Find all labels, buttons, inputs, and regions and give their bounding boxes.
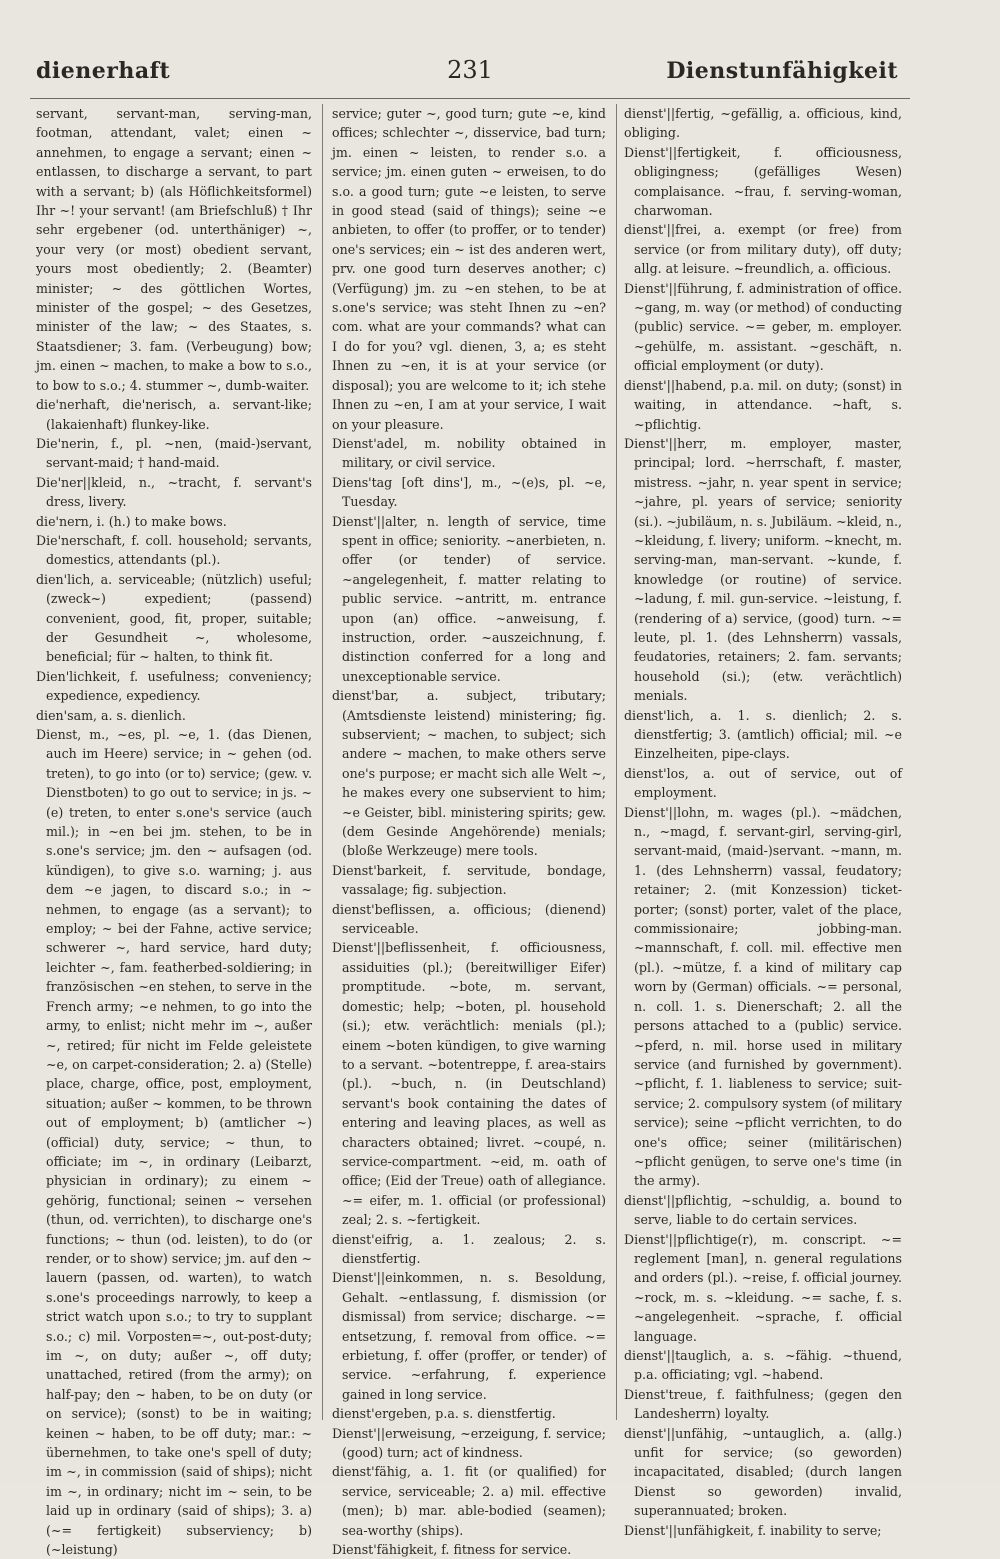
- dictionary-entry: Dien'lichkeit, f. usefulness; conveniency; expedience, expediency.: [36, 668, 312, 704]
- dictionary-entry: dienst'||pflichtig, ~schuldig, a. bound to serve, liable to do certain services.: [624, 1192, 902, 1228]
- dictionary-entry: Die'ner||kleid, n., ~tracht, f. servant's dress, livery.: [36, 474, 312, 510]
- dictionary-entry: dienst'||frei, a. exempt (or free) from service (or from military duty), off duty; allg. at leisure. ~freundlich, a. officious.: [624, 222, 902, 277]
- dictionary-entry: Dienst'||lohn, m. wages (pl.). ~mädchen, n., ~magd, f. servant-girl, serving-girl, servant-maid, (maid-)servant. ~mann, m. 1. (des Lehnsherrn) vassal, feudatory; retainer; 2. (mit Konzession) ticket-porter; (sonst) porter, valet of the place, commissionaire; jobbing-man. ~mannschaft, f. coll. mil. effective men (pl.). ~mütze, f. a kind of military cap worn by (German) officials. ~= personal, n. coll. 1. s. Dienerschaft; 2. all the persons attached to a (public) service. ~pferd, n. mil. horse used in military service (and furnished by government). ~pflicht, f. 1. liableness to service; suit-service; 2. compulsory system (of military service); seine ~pflicht verrichten, to do one's office; seiner (militärischen) ~pflicht genügen, to serve one's time (in the army).: [624, 804, 902, 1189]
- dictionary-entry: Die'nerin, f., pl. ~nen, (maid-)servant, servant-maid; † hand-maid.: [36, 435, 312, 471]
- dictionary-entry: Diens'tag [oft dins'], m., ~(e)s, pl. ~e, Tuesday.: [332, 474, 606, 510]
- dictionary-entry: service; guter ~, good turn; gute ~e, kind offices; schlechter ~, disservice, bad turn; jm. einen ~ leisten, to render s.o. a service; jm. einen guten ~ erweisen, to do s.o. a good turn; gute ~e leisten, to serve in good stead (said of things); seine ~e anbieten, to offer (to proffer, or to tender) one's services; ein ~ ist des anderen wert, prv. one good turn deserves another; c) (Verfügung) jm. zu ~en stehen, to be at s.one's service; was steht Ihnen zu ~en? com. what are your commands? what can I do for you? vgl. dienen, 3, a; es steht Ihnen zu ~en, it is at your service (or disposal); you are welcome to it; ich stehe Ihnen zu ~en, I am at your service, I wait on your pleasure.: [332, 106, 606, 432]
- dictionary-entry: Dienst'||fertigkeit, f. officiousness, obligingness; (gefälliges Wesen) complaisance. ~frau, f. serving-woman, charwoman.: [624, 144, 902, 219]
- column-divider: [616, 104, 617, 1420]
- header-rule: [30, 98, 910, 99]
- dictionary-entry: dienst'eifrig, a. 1. zealous; 2. s. dienstfertig.: [332, 1231, 606, 1266]
- dictionary-entry: Dienst'||beflissenheit, f. officiousness, assiduities (pl.); (bereitwilliger Eifer) promptitude. ~bote, m. servant, domestic; help; ~boten, pl. household (si.); etw. verächtlich: menials (pl.); einem ~boten kündigen, to give warning to a servant. ~botentreppe, f. area-stairs (pl.). ~buch, n. (in Deutschland) servant's book containing the dates of entering and leaving places, as well as characters obtained; livret. ~coupé, n. service-compartment. ~eid, m. oath of office; (Eid der Treue) oath of allegiance. ~= eifer, m. 1. official (or professional) zeal; 2. s. ~fertigkeit.: [332, 940, 606, 1228]
- column-left: [36, 104, 312, 1558]
- dictionary-entry: servant, servant-man, serving-man, footman, attendant, valet; einen ~ annehmen, to engage a servant; einen ~ entlassen, to discharge a servant, to part with a servant; b) (als Höflichkeitsformel) Ihr ~! your servant! (am Briefschluß) † Ihr sehr ergebener (od. unterthäniger) ~, your very (or most) obedient servant, yours most obediently; 2. (Beamter) minister; ~ des göttlichen Wortes, minister of the gospel; ~ des Gesetzes, minister of the law; ~ des Staates, s. Staatsdiener; 3. fam. (Verbeugung) bow; jm. einen ~ machen, to make a bow to s.o., to bow to s.o.; 4. stummer ~, dumb-waiter.: [36, 106, 312, 393]
- column-right: [624, 104, 902, 1538]
- dictionary-entry: dien'lich, a. serviceable; (nützlich) useful; (zweck~) expedient; (passend) convenient, good, fit, proper, suitable; der Gesundheit ~, wholesome, beneficial; für ~ halten, to think fit.: [36, 571, 312, 665]
- dictionary-entry: dienst'lich, a. 1. s. dienlich; 2. s. dienstfertig; 3. (amtlich) official; mil. ~e Einzelheiten, pipe-clays.: [624, 707, 902, 762]
- dictionary-entry: Dienst'fähigkeit, f. fitness for service.: [332, 1542, 572, 1558]
- dictionary-entry: dienst'beflissen, a. officious; (dienend) serviceable.: [332, 901, 606, 937]
- header-right-guide-word: Dienstunfähigkeit: [666, 58, 898, 84]
- dictionary-entry: dien'sam, a. s. dienlich.: [36, 707, 186, 723]
- dictionary-entry: dienst'||habend, p.a. mil. on duty; (sonst) in waiting, in attendance. ~haft, s. ~pflichtig.: [624, 377, 902, 432]
- dictionary-entry: dienst'bar, a. subject, tributary; (Amtsdienste leistend) ministering; fig. subservient; ~ machen, to subject; sich andere ~ machen, to make others serve one's purpose; er macht sich alle Welt ~, he makes every one subservient to him; ~e Geister, bibl. ministering spirits; gew. (dem Gesinde Angehörende) menials; (bloße Werkzeuge) mere tools.: [332, 688, 606, 859]
- dictionary-entry: Dienst'||unfähigkeit, f. inability to serve;: [624, 1522, 882, 1538]
- dictionary-entry: Dienst'||führung, f. administration of office. ~gang, m. way (or method) of conducting (public) service. ~= geber, m. employer. ~gehülfe, m. assistant. ~geschäft, n. official employment (or duty).: [624, 280, 902, 374]
- dictionary-entry: Dienst'adel, m. nobility obtained in military, or civil service.: [332, 435, 606, 471]
- dictionary-entry: Dienst'||herr, m. employer, master, principal; lord. ~herrschaft, f. master, mistress. ~jahr, n. year spent in service; ~jahre, pl. years of service; seniority (si.). ~jubiläum, n. s. Jubiläum. ~kleid, n., ~kleidung, f. livery; uniform. ~knecht, m. serving-man, man-servant. ~kunde, f. knowledge (or routine) of service. ~ladung, f. mil. gun-service. ~leistung, f. (rendering of a) service, (good) turn. ~= leute, pl. 1. (des Lehnsherrn) vassals, feudatories, retainers; 2. fam. servants; household (si.); (etw. verächtlich) menials.: [624, 435, 902, 704]
- dictionary-entry: Dienst, m., ~es, pl. ~e, 1. (das Dienen, auch im Heere) service; in ~ gehen (od. treten), to go into (or to) service; (gew. v. Dienstboten) to go out to service; in js. ~(e) treten, to enter s.one's service (auch mil.); in ~en bei jm. stehen, to be in s.one's service; jm. den ~ aufsagen (od. kündigen), to give s.o. warning; j. aus dem ~e jagen, to discard s.o.; in ~ nehmen, to engage (as a servant); to employ; ~ bei der Fahne, active service; schwerer ~, hard service, hard duty; leichter ~, fam. featherbed-soldiering; in französischen ~en stehen, to serve in the French army; ~e nehmen, to go into the army, to enlist; nicht mehr im ~, außer ~, retired; für nicht im Felde geleistete ~e, on carpet-consideration; 2. a) (Stelle) place, charge, office, post, employment, situation; außer ~ kommen, to be thrown out of employment; b) (amtlicher ~) (official) duty, service; ~ thun, to officiate; im ~, in ordinary (Leibarzt, physician in ordinary); zu einem ~ gehörig, functional; seinen ~ versehen (thun, od. verrichten), to discharge one's functions; ~ thun (od. leisten), to do (or render, or to show) service; jm. auf den ~ lauern (passen, od. warten), to watch s.one's proceedings narrowly, to keep a strict watch upon s.o.; to try to supplant s.o.; c) mil. Vorposten=~, out-post-duty; im ~, on duty; außer ~, off duty; unattached, retired (from the army); on half-pay; den ~ haben, to be on duty (or on service); (sonst) to be in waiting; keinen ~ haben, to be off duty; mar.: ~ übernehmen, to take one's spell of duty; im ~, in commission (said of ships); nicht im ~, in ordinary; nicht im ~ sein, to be laid up in ordinary (said of ships); 3. a) (~= fertigkeit) subserviency; b) (~leistung): [36, 727, 312, 1558]
- dictionary-entry: dienst'||fertig, ~gefällig, a. officious, kind, obliging.: [624, 106, 902, 141]
- dictionary-entry: die'nerhaft, die'nerisch, a. servant-like; (lakaienhaft) flunkey-like.: [36, 397, 312, 432]
- column-middle: [332, 104, 606, 1558]
- dictionary-entry: Dienst'||einkommen, n. s. Besoldung, Gehalt. ~entlassung, f. dismission (or dismissal) from service; discharge. ~= entsetzung, f. removal from office. ~= erbietung, f. offer (proffer, or tender) of service. ~erfahrung, f. experience gained in long service.: [332, 1270, 606, 1402]
- dictionary-entry: Dienst'treue, f. faithfulness; (gegen den Landesherrn) loyalty.: [624, 1386, 902, 1422]
- dictionary-entry: dienst'ergeben, p.a. s. dienstfertig.: [332, 1406, 556, 1422]
- dictionary-entry: Dienst'||erweisung, ~erzeigung, f. service; (good) turn; act of kindness.: [332, 1425, 606, 1461]
- dictionary-entry: Dienst'||pflichtige(r), m. conscript. ~= reglement [man], n. general regulations and orders (pl.). ~reise, f. official journey. ~rock, m. s. ~kleidung. ~= sache, f. s. ~angelegenheit. ~sprache, f. official language.: [624, 1231, 902, 1344]
- dictionary-entry: dienst'||tauglich, a. s. ~fähig. ~thuend, p.a. officiating; vgl. ~habend.: [624, 1348, 902, 1383]
- dictionary-entry: die'nern, i. (h.) to make bows.: [36, 513, 227, 529]
- dictionary-entry: dienst'fähig, a. 1. fit (or qualified) for service, serviceable; 2. a) mil. effective (men); b) mar. able-bodied (seamen); sea-worthy (ships).: [332, 1464, 606, 1538]
- dictionary-entry: Dienst'barkeit, f. servitude, bondage, vassalage; fig. subjection.: [332, 862, 606, 898]
- dictionary-entry: Die'nerschaft, f. coll. household; servants, domestics, attendants (pl.).: [36, 532, 312, 568]
- page-number: 231: [447, 56, 493, 84]
- page-header: [0, 56, 1000, 92]
- header-left-guide-word: dienerhaft: [36, 58, 171, 84]
- dictionary-entry: Dienst'||alter, n. length of service, time spent in office; seniority. ~anerbieten, n. offer (or tender) of service. ~angelegenheit, f. matter relating to public service. ~antritt, m. entrance upon (an) office. ~anweisung, f. instruction, order. ~auszeichnung, f. distinction conferred for a long and unexceptionable service.: [332, 513, 606, 684]
- column-divider: [322, 104, 323, 1420]
- dictionary-entry: dienst'||unfähig, ~untauglich, a. (allg.) unfit for service; (so geworden) incapacitated, disabled; (durch langen Dienst so geworden) invalid, superannuated; broken.: [624, 1425, 902, 1519]
- dictionary-entry: dienst'los, a. out of service, out of employment.: [624, 765, 902, 801]
